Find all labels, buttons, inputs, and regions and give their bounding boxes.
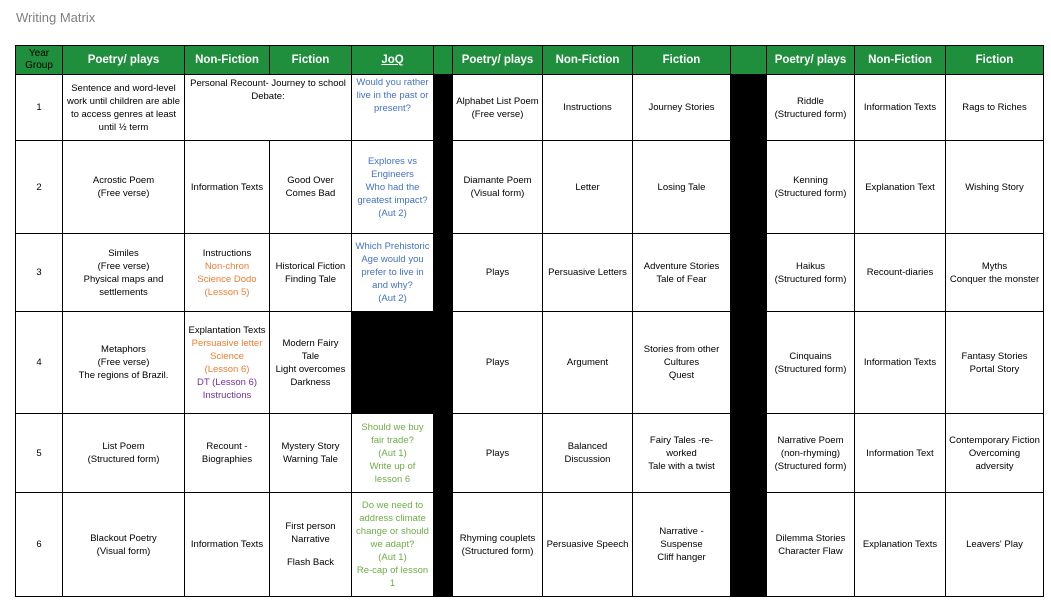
cell-text-line: (Structured form) <box>774 188 847 199</box>
table-row <box>16 493 1044 597</box>
poetry-cell <box>453 234 543 312</box>
cell-text-line: (Lesson 6) <box>204 363 250 375</box>
cell-text-line: Metaphors <box>101 344 146 355</box>
fiction-cell <box>633 141 731 234</box>
cell-text-line: Good Over Comes Bad <box>285 175 336 199</box>
fiction-cell <box>270 141 352 234</box>
cell-text-line: Wishing Story <box>965 181 1024 193</box>
cell-text-line: (Structured form) <box>774 363 847 375</box>
cell-text-line: Explanation Texts <box>862 539 938 550</box>
cell-text-line: Explanation Text <box>865 181 935 193</box>
cell-text-line: Instructions <box>202 247 252 259</box>
cell-text-line: (Aut 2) <box>378 207 407 219</box>
poetry-cell <box>453 141 543 234</box>
nonfiction-cell <box>855 493 946 597</box>
poetry-cell <box>63 141 185 234</box>
cell-text-line: Adventure Stories <box>643 260 720 272</box>
table-row <box>16 414 1044 493</box>
cell-text-line: (Visual form) <box>96 545 151 557</box>
nonfiction-cell <box>185 493 270 597</box>
cell-text-line: Suspense <box>660 539 703 550</box>
fiction-cell <box>946 493 1044 597</box>
cell-text-line: Science Dodo <box>197 273 257 285</box>
cell-text-line: Recount - Biographies <box>201 441 253 465</box>
nonfiction-cell <box>543 234 633 312</box>
cell-text-line: (Free verse) <box>471 108 524 120</box>
cell-text-line: Information Texts <box>190 181 264 193</box>
year-cell: 3 <box>16 234 63 312</box>
cell-text-line: Riddle <box>797 95 824 107</box>
cell-text-line: Contemporary Fiction <box>949 434 1040 446</box>
nonfiction-cell <box>543 75 633 141</box>
column-separator <box>731 234 767 312</box>
cell-text-line: Modern Fairy Tale <box>282 337 339 362</box>
cell-text-line: (Structured form) <box>774 273 847 285</box>
cell-text-line: Plays <box>485 267 510 278</box>
cell-text-line: Do we need to address climate change or should we adapt? <box>356 500 429 550</box>
cell-text-line: Haikus <box>795 260 826 272</box>
cell-text-line: Alphabet List Poem <box>456 95 539 107</box>
column-separator <box>731 141 767 234</box>
cell-text-line: (Structured form) <box>774 460 847 472</box>
cell-text-line: Cliff hanger <box>657 552 706 563</box>
cell-text-line: (Visual form) <box>470 188 525 199</box>
cell-text-line: Year <box>28 48 50 59</box>
document-title: Writing Matrix <box>16 10 96 25</box>
cell-text-line: Leavers' Play <box>966 539 1023 550</box>
poetry-cell <box>767 414 855 493</box>
cell-text-line: Blackout Poetry <box>90 532 157 544</box>
cell-text-line: Physical maps and settlements <box>83 273 164 298</box>
poetry-cell <box>453 493 543 597</box>
poetry-cell <box>63 414 185 493</box>
fiction-cell <box>946 75 1044 141</box>
column-separator <box>731 312 767 414</box>
cell-text-line: Instructions <box>202 389 252 401</box>
cell-text-line: (Structured form) <box>87 454 160 465</box>
cell-text-line: (Free verse) <box>97 357 150 368</box>
nonfiction-cell <box>543 493 633 597</box>
cell-text-line: Mystery Story <box>281 441 340 452</box>
cell-text-line: Recount-diaries <box>866 267 934 278</box>
poetry-cell <box>63 312 185 414</box>
header-fiction: Fiction <box>270 46 352 75</box>
cell-text-line: Fairy Tales -re-worked <box>649 434 714 459</box>
header-poetry-plays: Poetry/ plays <box>453 46 543 75</box>
cell-text-line: Overcoming adversity <box>968 447 1021 472</box>
cell-text-line: Rags to Riches <box>962 102 1027 113</box>
cell-text-line: (Aut 1) <box>378 447 407 459</box>
cell-text-line: Argument <box>566 357 609 368</box>
cell-text-line: The regions of Brazil. <box>78 370 169 381</box>
cell-text-line: (Free verse) <box>97 188 150 199</box>
poetry-cell <box>767 141 855 234</box>
cell-text-line: Sentence and word-level work until children are able to access genres at least until ½ term <box>66 82 180 133</box>
header-non-fiction: Non-Fiction <box>543 46 633 75</box>
joq-cell <box>352 234 434 312</box>
cell-text-line: Tale of Fear <box>656 273 707 285</box>
fiction-cell <box>633 234 731 312</box>
nonfiction-cell <box>185 234 270 312</box>
header-row <box>16 46 1044 75</box>
fiction-cell <box>946 312 1044 414</box>
cell-text-line: Character Flaw <box>778 545 843 557</box>
column-separator <box>434 312 453 414</box>
cell-text-line: Explores vs Engineers <box>367 155 418 180</box>
cell-text-line: Myths <box>981 260 1008 272</box>
cell-text-line: (Aut 2) <box>378 293 407 304</box>
cell-text-line: List Poem <box>102 441 145 452</box>
fiction-cell <box>633 414 731 493</box>
poetry-cell <box>767 234 855 312</box>
cell-text-line: Warning Tale <box>283 454 338 465</box>
table-row <box>16 234 1044 312</box>
cell-text-line: Explantation Texts <box>188 324 266 336</box>
poetry-cell <box>453 312 543 414</box>
year-cell: 5 <box>16 414 63 493</box>
poetry-cell <box>767 75 855 141</box>
cell-text-line: Information Texts <box>863 357 937 368</box>
poetry-cell <box>767 312 855 414</box>
cell-text-line: Non-chron <box>204 260 250 272</box>
fiction-cell <box>633 75 731 141</box>
poetry-cell <box>767 493 855 597</box>
nonfiction-cell <box>855 234 946 312</box>
nonfiction-cell <box>543 414 633 493</box>
cell-text-line: Plays <box>485 447 510 459</box>
nonfiction-cell <box>185 414 270 493</box>
cell-text-line: Rhyming couplets <box>459 532 536 544</box>
cell-text-line: Journey Stories <box>648 102 715 113</box>
cell-text-line: DT (Lesson 6) <box>196 376 257 388</box>
column-separator <box>434 493 453 597</box>
header-year-group <box>16 46 63 75</box>
cell-text-line: Stories from other Cultures <box>643 344 720 368</box>
fiction-cell <box>946 141 1044 234</box>
cell-text-line: Finding Tale <box>284 273 337 285</box>
joq-cell <box>352 75 434 141</box>
cell-text-line: Persuasive Letters <box>548 267 627 278</box>
cell-text-line: (Structured form) <box>774 108 847 120</box>
writing-matrix-table <box>15 45 1044 597</box>
joq-cell-blacked-out <box>352 312 434 414</box>
cell-text-line: (Structured form) <box>461 545 534 557</box>
header-joq: JoQ <box>352 46 434 75</box>
header-poetry-plays: Poetry/ plays <box>767 46 855 75</box>
column-separator <box>731 46 767 75</box>
cell-text-line: Kenning <box>793 175 828 186</box>
cell-text-line: Portal Story <box>969 363 1020 375</box>
year-cell: 4 <box>16 312 63 414</box>
cell-text-line: Letter <box>575 181 600 193</box>
year-cell: 6 <box>16 493 63 597</box>
nonfiction-cell <box>855 312 946 414</box>
cell-text-line: (Free verse) <box>97 260 150 272</box>
cell-text-line: Information Texts <box>190 539 264 550</box>
header-fiction: Fiction <box>946 46 1044 75</box>
cell-text-line: Dilemma Stories <box>775 532 846 544</box>
fiction-cell <box>270 414 352 493</box>
cell-text-line: Quest <box>668 370 695 381</box>
column-separator <box>731 493 767 597</box>
joq-cell <box>352 141 434 234</box>
cell-text-line: Fantasy Stories <box>961 350 1028 362</box>
cell-text-line: Would you rather live in the past or present? <box>356 77 429 114</box>
cell-text-line: Write up of lesson 6 <box>369 460 416 485</box>
cell-text-line: Re-cap of lesson 1 <box>356 565 429 589</box>
cell-text-line: Cinquains <box>789 350 832 362</box>
merged-nonfiction-fiction-cell <box>185 75 352 141</box>
column-separator <box>434 234 453 312</box>
nonfiction-cell <box>855 75 946 141</box>
year-cell: 2 <box>16 141 63 234</box>
cell-text-line: Historical Fiction <box>275 260 346 272</box>
poetry-cell <box>453 414 543 493</box>
column-separator <box>434 141 453 234</box>
cell-text-line: Instructions <box>563 102 612 113</box>
header-poetry-plays: Poetry/ plays <box>63 46 185 75</box>
fiction-cell <box>270 493 352 597</box>
column-separator <box>731 75 767 141</box>
column-separator <box>434 75 453 141</box>
cell-text-line: Acrostic Poem <box>92 175 155 186</box>
nonfiction-cell <box>185 312 270 414</box>
cell-text-line: Narrative - <box>659 526 704 537</box>
cell-text-line: Plays <box>485 357 510 368</box>
cell-text-line: Diamante Poem <box>463 175 532 186</box>
header-non-fiction: Non-Fiction <box>185 46 270 75</box>
nonfiction-cell <box>855 141 946 234</box>
fiction-cell <box>633 312 731 414</box>
poetry-cell <box>453 75 543 141</box>
cell-text-line: Light overcomes Darkness <box>275 363 346 388</box>
cell-text-line: Should we buy fair trade? <box>361 421 424 446</box>
column-separator <box>434 46 453 75</box>
poetry-cell <box>63 234 185 312</box>
table-row <box>16 141 1044 234</box>
cell-text-line: Group <box>25 60 53 71</box>
cell-text-line: Similes <box>108 247 139 259</box>
cell-text-line: Balanced Discussion <box>564 441 611 465</box>
table-row <box>16 75 1044 141</box>
cell-text-line: Persuasive letter Science <box>191 337 263 362</box>
cell-text-line: Personal Recount- Journey to school <box>190 78 346 89</box>
year-cell: 1 <box>16 75 63 141</box>
cell-text-line: (Aut 1) <box>378 552 407 563</box>
cell-text-line: Flash Back <box>287 557 334 568</box>
cell-text-line: Who had the greatest impact? <box>357 181 428 206</box>
cell-text-line: Information Texts <box>863 102 937 113</box>
poetry-cell <box>63 493 185 597</box>
cell-text-line: Tale with a twist <box>648 460 715 472</box>
fiction-cell <box>270 312 352 414</box>
joq-cell <box>352 493 434 597</box>
column-separator <box>731 414 767 493</box>
cell-text-line: (Lesson 5) <box>204 286 250 298</box>
cell-text-line: Debate: <box>251 91 285 102</box>
poetry-cell <box>63 75 185 141</box>
fiction-cell <box>633 493 731 597</box>
cell-text-line: Information Text <box>866 447 934 459</box>
nonfiction-cell <box>855 414 946 493</box>
fiction-cell <box>946 414 1044 493</box>
nonfiction-cell <box>543 141 633 234</box>
fiction-cell <box>946 234 1044 312</box>
table-row <box>16 312 1044 414</box>
column-separator <box>434 414 453 493</box>
cell-text-line: Narrative Poem (non-rhyming) <box>777 434 844 459</box>
header-non-fiction: Non-Fiction <box>855 46 946 75</box>
header-fiction: Fiction <box>633 46 731 75</box>
cell-text-line: First person Narrative <box>285 521 336 545</box>
nonfiction-cell <box>185 141 270 234</box>
nonfiction-cell <box>543 312 633 414</box>
cell-text-line: Conquer the monster <box>949 273 1040 285</box>
cell-text-line: Persuasive Speech <box>546 539 629 550</box>
cell-text-line: Losing Tale <box>657 181 706 193</box>
fiction-cell <box>270 234 352 312</box>
joq-cell <box>352 414 434 493</box>
cell-text-line: Which Prehistoric Age would you prefer to live in and why? <box>355 241 430 291</box>
